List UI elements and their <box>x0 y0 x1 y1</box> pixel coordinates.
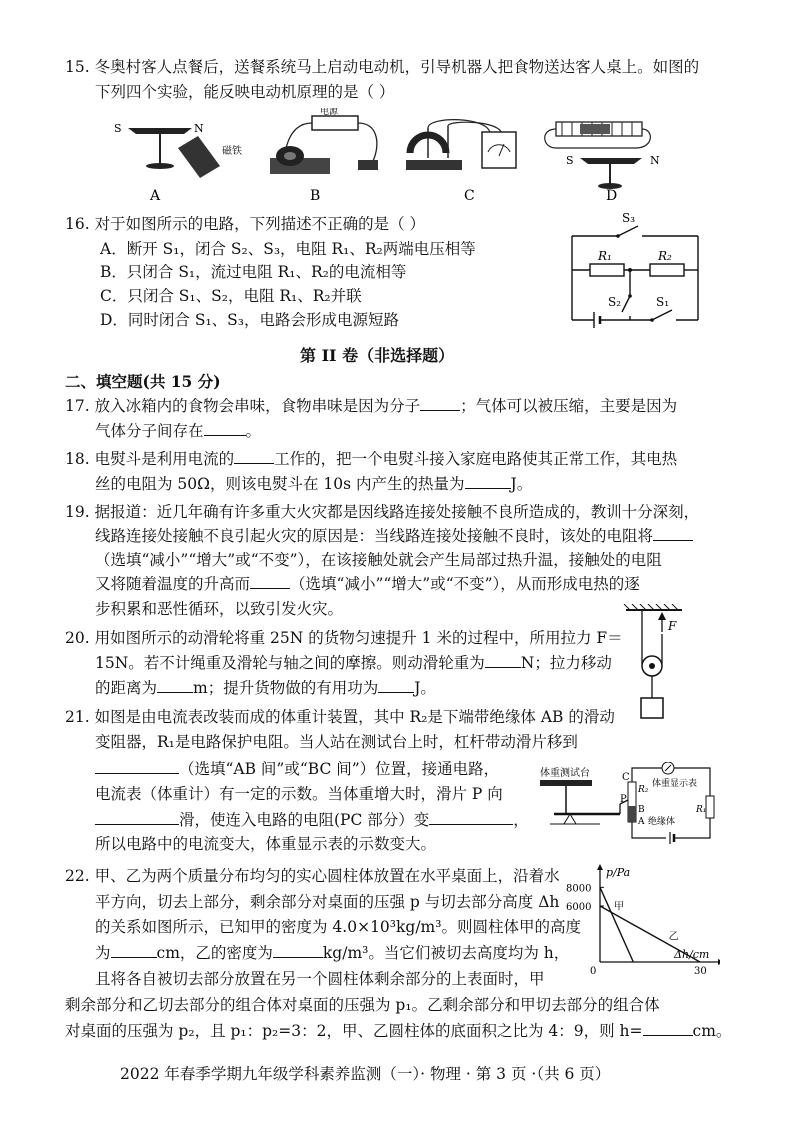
q19-line2: 线路连接处接触不良引起火灾的原因是：当线路连接处接触不良时，该处的电阻将 <box>95 524 693 548</box>
figure-c <box>406 120 516 204</box>
q21-line6: 所以电路中的电流变大，体重显示表的示数变大。 <box>95 835 437 853</box>
resistor-r1 <box>590 264 624 276</box>
q18-number: 18. <box>65 450 90 468</box>
figa-magnet-label: 磁铁 <box>222 146 242 157</box>
q17-line1: 17. 放入冰箱内的食物会串味，食物串味是因为分子 ；气体可以被压缩，主要是因为 <box>65 394 677 418</box>
q18-line1: 18. 电熨斗是利用电流的 工作的，把一个电熨斗接入家庭电路使其正常工作，其电热 <box>65 447 677 471</box>
y-axis-label: p/Pa <box>606 866 631 879</box>
figd-n-label: N <box>650 154 660 167</box>
x-axis-label: Δh/cm <box>674 948 710 961</box>
series-label-2: 乙 <box>668 931 679 943</box>
q20-blank-1[interactable] <box>485 651 521 668</box>
bar-magnet <box>178 136 220 178</box>
scale-r1-label: R₁ <box>696 805 707 815</box>
q22-line6: 剩余部分和乙切去部分的组合体对桌面的压强为 p₁。乙剩余部分和甲切去部分的组合体 <box>65 996 660 1014</box>
figa-n-label: N <box>194 122 204 135</box>
galvanometer <box>482 132 516 168</box>
q21-scale-figure <box>540 762 720 844</box>
q22-line7: 对桌面的压强为 p₂，且 p₁：p₂=3：2，甲、乙圆柱体的底面积之比为 4：9，则 h= cm。 <box>65 1019 731 1043</box>
page-footer: 2022 年春季学期九年级学科素养监测（一）· 物理 · 第 3 页 ·（共 6 页） <box>120 1065 611 1083</box>
point-b-label: B <box>638 805 645 815</box>
q22-line3: 的关系如图所示，已知甲的密度为 4.0×10³kg/m³。则圆柱体甲的高度 <box>95 918 581 936</box>
q16-option-a: A．断开 S₁，闭合 S₂、S₃，电阻 R₁、R₂两端电压相等 <box>100 240 476 258</box>
platform-label: 体重测试台 <box>540 768 590 779</box>
insulator-label: 绝缘体 <box>648 817 676 827</box>
q21-line5: 滑，使连入电路的电阻(PC 部分）变 ， <box>95 808 529 832</box>
compass-needle-d <box>580 158 642 164</box>
q22-blank-2[interactable] <box>273 941 323 958</box>
q19-blank-2[interactable] <box>250 572 290 589</box>
q21-line4: 电流表（体重计）有一定的示数。当体重增大时，滑片 P 向 <box>95 785 503 803</box>
q21-line2: 变阻器，R₁是电路保护电阻。当人站在测试台上时，杠杆带动滑片移到 <box>95 733 578 751</box>
point-a-label: A <box>638 817 645 827</box>
scale-r2-label: R₂ <box>638 785 649 795</box>
battery-box <box>312 116 358 130</box>
q20-blank-2[interactable] <box>157 676 193 693</box>
figure-a <box>114 122 242 204</box>
platform <box>540 780 592 786</box>
switch <box>358 160 378 170</box>
q22-line5: 且将各自被切去部分放置在另一个圆柱体剩余部分的上表面时，甲 <box>95 970 545 988</box>
r1-label: R₁ <box>598 249 612 263</box>
q22-line1: 22. 甲、乙为两个质量分布均匀的实心圆柱体放置在水平桌面上，沿着水 <box>65 867 560 885</box>
section-title: 二、填空题(共 15 分) <box>65 372 221 391</box>
q17-number: 17. <box>65 397 90 415</box>
q19-blank-1[interactable] <box>653 524 693 541</box>
r2-label: R₂ <box>658 249 672 263</box>
resistor-r1-fig <box>706 796 714 818</box>
q18-line2: 丝的电阻为 50Ω，则该电熨斗在 10s 内产生的热量为 J。 <box>95 472 532 496</box>
q15-number: 15. <box>65 58 90 76</box>
series-label-1: 甲 <box>614 901 624 913</box>
figc-letter: C <box>464 188 475 204</box>
figa-letter: A <box>150 188 161 204</box>
q21-blank-1[interactable] <box>95 757 179 774</box>
q19-line4: 又将随着温度的升高而 （选填“减小”“增大”或“不变”），从而形成电热的逐 <box>95 572 640 596</box>
q15-line2: 下列四个实验，能反映电动机原理的是（ ） <box>95 83 395 101</box>
q19-number: 19. <box>65 503 90 521</box>
figb-letter: B <box>310 188 321 204</box>
q16-option-c: C．只闭合 S₁、S₂，电阻 R₁、R₂并联 <box>100 287 362 305</box>
q22-line4: 为 cm，乙的密度为 kg/m³。当它们被切去高度均为 h， <box>95 941 569 965</box>
q15-figures <box>110 108 690 208</box>
point-c-label: C <box>622 772 630 783</box>
q21-number: 21. <box>65 708 90 726</box>
q15-line1: 15. 冬奥村客人点餐后，送餐系统马上启动电动机，引导机器人把食物送达客人桌上。如图的 <box>65 58 700 76</box>
q16-number: 16. <box>65 215 90 233</box>
x-axis-arrow <box>718 959 720 965</box>
q20-line1: 20. 用如图所示的动滑轮将重 25N 的货物匀速提升 1 米的过程中，所用拉力 F＝ <box>65 629 623 647</box>
figb-source-label: 电源 <box>320 108 339 117</box>
q22-line2: 平方向，切去上部分，剩余部分对桌面的压强 p 与切去部分高度 Δh <box>95 893 560 911</box>
series-line-1 <box>600 887 633 962</box>
figd-letter: D <box>606 188 618 204</box>
q16-circuit <box>560 208 720 338</box>
q19-line1: 19. 据报道：近几年确有许多重大火灾都是因线路连接处接触不良所造成的，教训十分深刻， <box>65 503 700 521</box>
q21-blank-3[interactable] <box>429 808 513 825</box>
figd-s-label: S <box>566 154 574 167</box>
switch-s1-label: S₁ <box>656 295 670 309</box>
q20-line3: 的距离为 m；提升货物做的有用功为 J。 <box>95 676 436 700</box>
switch-s3-label: S₃ <box>622 211 636 225</box>
figure-d <box>545 122 660 204</box>
q19-line3: （选填“减小”“增大”或“不变”），在该接触处就会产生局部过热升温，接触处的电阻 <box>95 551 662 569</box>
q21-line3: （选填“AB 间”或“BC 间”）位置，接通电路， <box>95 757 499 781</box>
figure-b <box>270 108 378 204</box>
q17-line2: 气体分子间存在 。 <box>95 419 261 443</box>
q21-blank-2[interactable] <box>95 808 179 825</box>
y-tick-label: 8000 <box>566 883 592 895</box>
q20-blank-3[interactable] <box>378 676 414 693</box>
q19-line5: 步积累和恶性循环，以致引发火灾。 <box>95 600 344 618</box>
x-tick-label: 0 <box>590 966 597 977</box>
y-axis-arrow <box>597 864 603 870</box>
q17-blank-2[interactable] <box>204 419 246 436</box>
y-tick-label: 6000 <box>566 902 592 913</box>
resistor-r2 <box>650 264 684 276</box>
x-tick-label: 30 <box>694 966 707 977</box>
q22-blank-3[interactable] <box>643 1019 693 1036</box>
q16-option-b: B．只闭合 S₁，流过电阻 R₁、R₂的电流相等 <box>100 263 407 281</box>
pressure-chart <box>560 862 720 980</box>
compass-needle <box>128 128 192 134</box>
figa-s-label: S <box>114 122 122 135</box>
display-label: 体重显示表 <box>652 779 698 789</box>
switch-s2-label: S₂ <box>608 295 622 309</box>
q17-blank-1[interactable] <box>420 394 460 411</box>
part2-title: 第 II 卷（非选择题） <box>300 346 455 365</box>
q21-line1: 21. 如图是由电流表改装而成的体重计装置，其中 R₂是下端带绝缘体 AB 的滑动 <box>65 708 615 726</box>
force-label: F <box>668 619 677 633</box>
q16-option-d: D．同时闭合 S₁、S₃，电路会形成电源短路 <box>100 311 400 329</box>
q22-blank-1[interactable] <box>111 941 157 958</box>
cargo-box <box>641 698 663 718</box>
slider-p-label: P <box>620 794 627 805</box>
q20-number: 20. <box>65 629 90 647</box>
q18-blank-2[interactable] <box>465 472 511 489</box>
q22-number: 22. <box>65 867 90 885</box>
q18-blank-1[interactable] <box>234 447 274 464</box>
q16-stem: 16. 对于如图所示的电路，下列描述不正确的是（ ） <box>65 215 426 233</box>
q20-pulley <box>620 604 700 724</box>
q20-line2: 15N。若不计绳重及滑轮与轴之间的摩擦。则动滑轮重为 N；拉力移动 <box>95 651 612 675</box>
